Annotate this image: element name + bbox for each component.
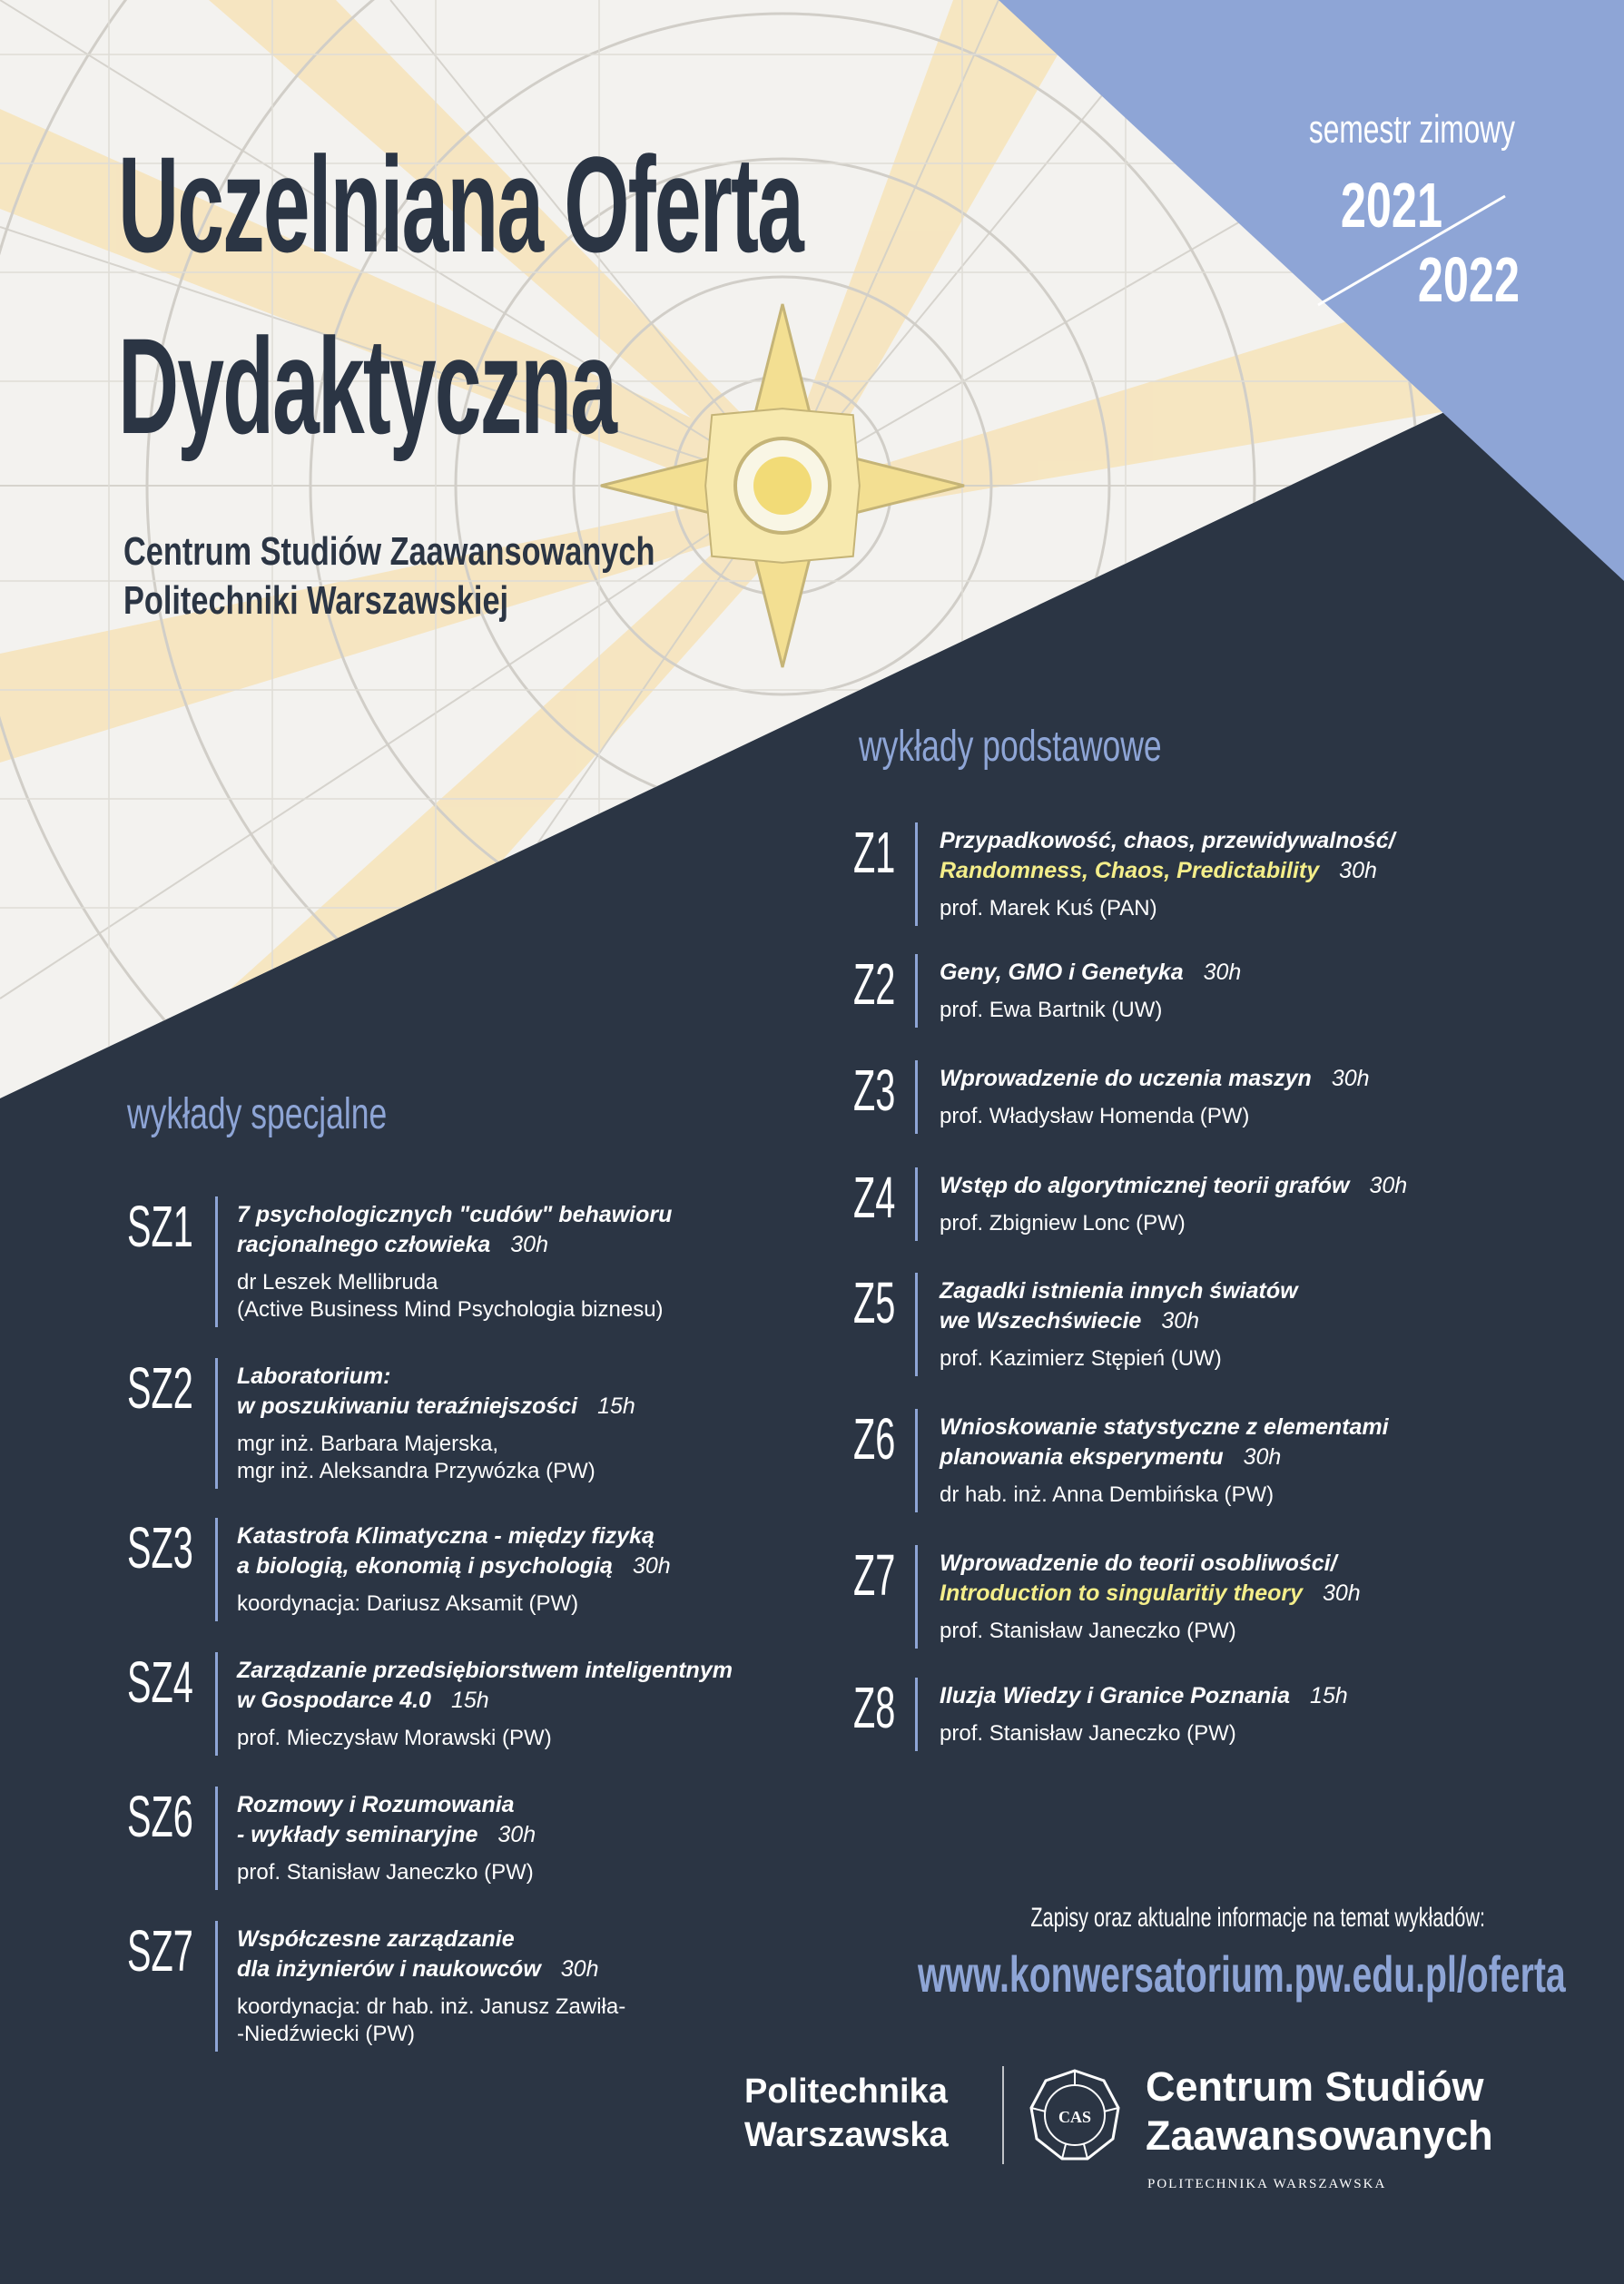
lecture-divider (915, 822, 918, 926)
lecture-divider (915, 1167, 918, 1241)
lecture-divider (915, 954, 918, 1028)
lecture-lecturer: prof. Stanisław Janeczko (PW) (237, 1860, 534, 1885)
logo-csz-line1: Centrum Studiów (1146, 2063, 1484, 2110)
lecture-hours: 30h (1369, 1173, 1408, 1198)
lecture-lecturer: (Active Business Mind Psychologia biznesu) (237, 1297, 664, 1322)
lecture-title-line (237, 1656, 733, 1686)
lecture-title-text: dla inżynierów i naukowców (237, 1956, 541, 1982)
lecture-lecturer: dr Leszek Mellibruda (237, 1270, 438, 1295)
lecture-code: SZ2 (127, 1355, 193, 1421)
logo-politechnika (744, 2070, 949, 2157)
lecture-title-text: racjonalnego człowieka (237, 1232, 491, 1257)
semester-year-start: 2021 (1340, 170, 1442, 241)
website-link[interactable]: www.konwersatorium.pw.edu.pl/oferta (918, 1945, 1566, 2003)
lecture-hours: 30h (560, 1956, 599, 1982)
lecture-divider (215, 1358, 218, 1489)
lecture-title-text: w poszukiwaniu teraźniejszości (237, 1393, 578, 1419)
lecture-title-text: Rozmowy i Rozumowania (237, 1792, 515, 1817)
lecture-lecturer: prof. Kazimierz Stępień (UW) (940, 1346, 1222, 1371)
lecture-hours: 30h (497, 1822, 536, 1847)
lecture-title-line (237, 1686, 489, 1716)
lecture-title-text: planowania eksperymentu (940, 1444, 1224, 1470)
registration-note: Zapisy oraz aktualne informacje na temat wykładów: (1030, 1903, 1485, 1933)
lecture-title-text: Iluzja Wiedzy i Granice Poznania (940, 1683, 1290, 1708)
lecture-hours: 15h (597, 1393, 635, 1419)
lecture-title-text: Wstęp do algorytmicznej teorii grafów (940, 1173, 1350, 1198)
lecture-code: Z7 (853, 1542, 896, 1608)
lecture-title-text: Zagadki istnienia innych światów (940, 1278, 1298, 1304)
lecture-code: Z8 (853, 1675, 896, 1740)
lecture-title-text: Geny, GMO i Genetyka (940, 960, 1184, 985)
lecture-hours: 15h (450, 1688, 489, 1713)
lecture-title-line (940, 1442, 1281, 1472)
lecture-hours: 15h (1310, 1683, 1348, 1708)
lecture-title-text: Laboratorium: (237, 1364, 391, 1389)
lecture-code: Z2 (853, 951, 896, 1017)
lecture-title-line (940, 1306, 1199, 1336)
lecture-title-line (940, 1171, 1407, 1201)
lecture-hours: 30h (1323, 1580, 1361, 1606)
logo-pw-line2: Warszawska (744, 2116, 949, 2154)
subtitle-line2: Politechniki Warszawskiej (123, 578, 509, 623)
logo-csz-line2: Zaawansowanych (1146, 2112, 1493, 2159)
lecture-title-text: Wnioskowanie statystyczne z elementami (940, 1414, 1389, 1440)
lecture-title-line (237, 1925, 515, 1954)
lecture-divider (215, 1196, 218, 1327)
lecture-lecturer: prof. Stanisław Janeczko (PW) (940, 1619, 1236, 1643)
lecture-title-line (940, 1579, 1361, 1609)
lecture-code: SZ1 (127, 1194, 193, 1259)
lecture-lecturer: koordynacja: Dariusz Aksamit (PW) (237, 1591, 579, 1616)
lecture-title-line (237, 1362, 390, 1392)
lecture-divider (915, 1678, 918, 1751)
lecture-title-text: Randomness, Chaos, Predictability (940, 858, 1320, 883)
lecture-lecturer: prof. Władysław Homenda (PW) (940, 1104, 1250, 1128)
lecture-hours: 30h (1331, 1066, 1370, 1091)
lecture-lecturer: prof. Marek Kuś (PAN) (940, 896, 1157, 920)
lecture-hours: 30h (1203, 960, 1242, 985)
lecture-lecturer: dr hab. inż. Anna Dembińska (PW) (940, 1482, 1275, 1507)
subtitle-line1: Centrum Studiów Zaawansowanych (123, 529, 655, 574)
logo-pw-line1: Politechnika (744, 2072, 948, 2111)
lecture-hours: 30h (632, 1553, 671, 1579)
lecture-title-line (237, 1392, 635, 1422)
lecture-hours: 30h (1243, 1444, 1282, 1470)
lecture-lecturer: prof. Stanisław Janeczko (PW) (940, 1721, 1236, 1746)
lecture-title-line (940, 1276, 1298, 1306)
lecture-title-line (237, 1790, 515, 1820)
lecture-title-line (237, 1820, 536, 1850)
lecture-title-line (237, 1521, 655, 1551)
lecture-title-text: Wprowadzenie do uczenia maszyn (940, 1066, 1312, 1091)
lecture-code: SZ7 (127, 1918, 193, 1984)
logo-divider (1002, 2066, 1004, 2164)
lecture-title-line (940, 856, 1377, 886)
lecture-divider (915, 1409, 918, 1512)
page-title-line1: Uczelniana Oferta (118, 128, 802, 281)
lecture-divider (215, 1518, 218, 1621)
lecture-title-text: Przypadkowość, chaos, przewidywalność/ (940, 828, 1395, 853)
lecture-divider (215, 1787, 218, 1890)
lecture-title-text: - wykłady seminaryjne (237, 1822, 478, 1847)
csz-emblem-icon (1028, 2068, 1122, 2162)
lecture-title-line (237, 1200, 672, 1230)
semester-year-end: 2022 (1417, 244, 1520, 315)
lecture-divider (915, 1545, 918, 1649)
special-lectures-heading: wykłady specjalne (127, 1090, 388, 1138)
semester-label: semestr zimowy (1308, 107, 1515, 152)
lecture-title-text: Katastrofa Klimatyczna - między fizyką (237, 1523, 655, 1549)
lecture-code: SZ6 (127, 1784, 193, 1849)
lecture-title-line (940, 826, 1395, 856)
lecture-title-text: a biologią, ekonomią i psychologią (237, 1553, 613, 1579)
lecture-code: Z5 (853, 1270, 896, 1335)
lecture-title-line (940, 1681, 1348, 1711)
lecture-code: Z3 (853, 1058, 896, 1123)
lecture-hours: 30h (1161, 1308, 1200, 1334)
lecture-divider (215, 1652, 218, 1756)
basic-lectures-heading: wykłady podstawowe (859, 723, 1162, 771)
lecture-code: SZ4 (127, 1649, 193, 1715)
lecture-code: Z6 (853, 1406, 896, 1472)
lecture-hours: 30h (510, 1232, 548, 1257)
lecture-lecturer: mgr inż. Barbara Majerska, (237, 1432, 499, 1456)
lecture-code: Z1 (853, 820, 896, 885)
logo-csz (1146, 2062, 1493, 2161)
lecture-title-line (940, 1064, 1370, 1094)
lecture-hours: 30h (1339, 858, 1377, 883)
lecture-divider (915, 1060, 918, 1134)
lecture-title-text: Introduction to singularitiy theory (940, 1580, 1303, 1606)
lecture-title-text: Współczesne zarządzanie (237, 1926, 515, 1952)
logo-csz-small: POLITECHNIKA WARSZAWSKA (1147, 2177, 1387, 2191)
lecture-lecturer: koordynacja: dr hab. inż. Janusz Zawiła- (237, 1994, 626, 2019)
page-title-line2: Dydaktyczna (118, 310, 616, 462)
lecture-title-line (237, 1551, 671, 1581)
emblem-text: CAS (1058, 2108, 1092, 2126)
lecture-title-line (940, 1549, 1337, 1579)
lecture-title-text: we Wszechświecie (940, 1308, 1142, 1334)
lecture-lecturer: -Niedźwiecki (PW) (237, 2022, 416, 2046)
lecture-lecturer: prof. Ewa Bartnik (UW) (940, 998, 1163, 1022)
lecture-title-text: 7 psychologicznych "cudów" behawioru (237, 1202, 673, 1227)
lecture-title-text: Wprowadzenie do teorii osobliwości/ (940, 1551, 1337, 1576)
lecture-lecturer: prof. Mieczysław Morawski (PW) (237, 1726, 552, 1750)
lecture-title-line (237, 1954, 599, 1984)
lecture-lecturer: prof. Zbigniew Lonc (PW) (940, 1211, 1186, 1236)
lecture-code: Z4 (853, 1165, 896, 1230)
lecture-divider (915, 1273, 918, 1376)
lecture-code: SZ3 (127, 1515, 193, 1580)
lecture-divider (215, 1921, 218, 2052)
lecture-title-line (237, 1230, 548, 1260)
lecture-title-line (940, 1413, 1389, 1442)
lecture-title-text: Zarządzanie przedsiębiorstwem inteligentnym (237, 1658, 733, 1683)
lecture-lecturer: mgr inż. Aleksandra Przywózka (PW) (237, 1459, 595, 1483)
lecture-title-line (940, 958, 1241, 988)
lecture-title-text: w Gospodarce 4.0 (237, 1688, 431, 1713)
